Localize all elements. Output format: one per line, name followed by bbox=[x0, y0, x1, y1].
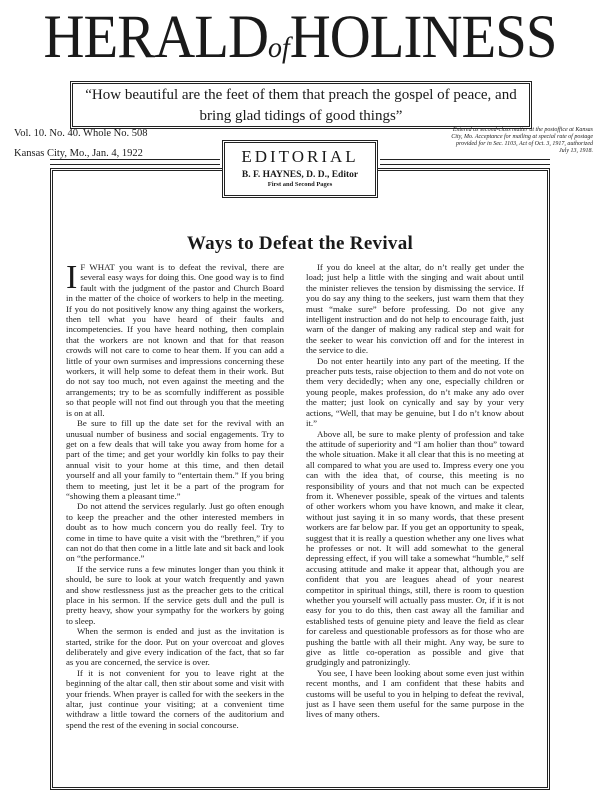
editorial-box bbox=[222, 140, 378, 198]
editorial-author: B. F. HAYNES, D. D., Editor bbox=[241, 170, 359, 180]
motto-box bbox=[70, 81, 532, 129]
paragraph: You see, I have been looking about some even just within recent months, and I am confident that these habits and customs will be useful to you in helping to defeat the revival, just as I have seen them useful for the same purpose in the lives of many others. bbox=[306, 667, 524, 720]
masthead-title bbox=[28, 6, 571, 70]
volume-line: Vol. 10. No. 40. Whole No. 508 bbox=[14, 128, 148, 139]
paragraph: If it is not convenient for you to leave right at the beginning of the altar call, then stir about some and visit with your friends. When prayer is called for with the seekers in the altar, just continue your visiting; at a convenient time withdraw a little toward the corners of the auditorium and spend the rest of the evening in social concourse. bbox=[66, 667, 284, 730]
masthead-of: of bbox=[268, 31, 290, 64]
masthead-herald: HERALD bbox=[43, 4, 269, 71]
article-title: Ways to Defeat the Revival bbox=[186, 233, 414, 254]
paragraph bbox=[66, 262, 284, 418]
editorial-label: EDITORIAL bbox=[241, 147, 359, 166]
rule-right bbox=[380, 159, 550, 165]
drop-cap: I bbox=[66, 262, 78, 296]
paragraph: Do not enter heartily into any part of the meeting. If the preacher puts tests, raise objection to them and do not vote on them very decidedly; when any one, especially children or young people, makes profession, do n’t make any ado over the matter; just look on cynically and say by your very actions, “Well, that may be genuine, but I do n’t know about it.” bbox=[306, 355, 524, 429]
column-right bbox=[306, 262, 524, 782]
paragraph: Be sure to fill up the date set for the revival with an unusual number of business and social engagements. Try to get on a few deals that will take you away from home for a part of the time; and get your worldly kin folks to pay their annual visit to your home at this time, and then detail yourself and all your family to “entertain them.” If you bring them to meeting, just let it be a part of the program for “showing them a pleasant time.” bbox=[66, 418, 284, 501]
rule-left bbox=[50, 159, 220, 165]
motto-line-1: “How beautiful are the feet of them that preach the gospel of peace, and bbox=[85, 87, 517, 103]
editorial-pages: First and Second Pages bbox=[267, 181, 333, 188]
entry-notice: Entered as second-class matter at the postoffice at Kansas City, Mo. Acceptance for mailing at special rate of postage provided for in Sec. 1103, Act of Oct. 3, 1917, authorized July 13, 1918. bbox=[451, 127, 593, 154]
paragraph: Above all, be sure to make plenty of profession and take the attitude of superiority and “I am holier than thou” toward the whole situation. Make it all clear that this is no meeting at all compared to what you are used to. Impress every one you can with the idea that, of course, this meeting is no responsibility of yours and that not much can be expected from it. Whenever possible, speak of the virtues and talents of other workers whom you have known, and make it clear, without just saying it in so many words, that these present workers are far below par. If you get an opportunity to speak, suggest that it is really a question whether any one lives what he professes or not. It will add somewhat to the general depressing effect, if you will take a somewhat “humble,” self accusing attitude and make it appear that, although you are confident that you are leagues ahead of your nearest competitor in spiritual things, still, there is room to question whether you yourself will actually pass muster. Or, if it is not easy for you to do this, then cast away all the familiar and established tests of genuine piety and leave the field as clear for careless and questionable professors as for those who are pushing the battle with all their might. Any way, be sure to give as little co-operation as possible and give that grudgingly and patronizingly. bbox=[306, 428, 524, 668]
motto-line-2: bring glad tidings of good things” bbox=[199, 108, 403, 124]
masthead-holiness: HOLINESS bbox=[289, 4, 557, 71]
paragraph: When the sermon is ended and just as the invitation is started, strike for the door. Put on your overcoat and gloves deliberately and give every indication of the fact, that so far as you are concerned, the service is over. bbox=[66, 626, 284, 668]
paragraph: Do not attend the services regularly. Just go often enough to keep the preacher and the other interested members in doubt as to how much concern you do really feel. Try to come in time to have quite a visit with the “brethren,” if you can not do that then come in a little late and sit back and look on “the performance.” bbox=[66, 501, 284, 564]
paragraph: If you do kneel at the altar, do n’t really get under the load; just help a little with the singing and wait about until the minister relieves the tension by dismissing the service. If you do say any thing to the seekers, just warn them that they must “make sure” before professing. Do not give any intelligent instruction and do not help to encourage faith, just warn of the danger of making any radical step and wait for the seeker to wear his conviction off and for the interest in the service to die. bbox=[306, 262, 524, 356]
paragraph: If the service runs a few minutes longer than you think it should, be sure to look at your watch frequently and yawn and show restlessness just as the preacher gets to the critical place in his sermon. If the service gets dull and the pull is pretty heavy, show your sympathy for the workers by going to sleep. bbox=[66, 563, 284, 626]
date-line: Kansas City, Mo., Jan. 4, 1922 bbox=[14, 148, 143, 159]
column-left bbox=[66, 262, 284, 782]
paragraph-text: F WHAT you want is to defeat the revival, there are several easy ways for doing this. One good way is to find fault with the judgment of the pastor and Church Board in the matter of the choice of workers to help in the meeting. If you do not positively know any thing against the workers, then tell what you have heard of their faults and incompetencies. If you have heard nothing, then complain that the workers are not known and that for that reason crowds will not care to come to hear them. If you can add a little of your own surmises and impressions concerning these workers, it will help some to defeat them in their work. But do not say too much, not even against the meeting and the arrangements; try to be as scornfully indifferent as possible so that people will not find out through you that the meeting is on at all. bbox=[66, 262, 284, 418]
